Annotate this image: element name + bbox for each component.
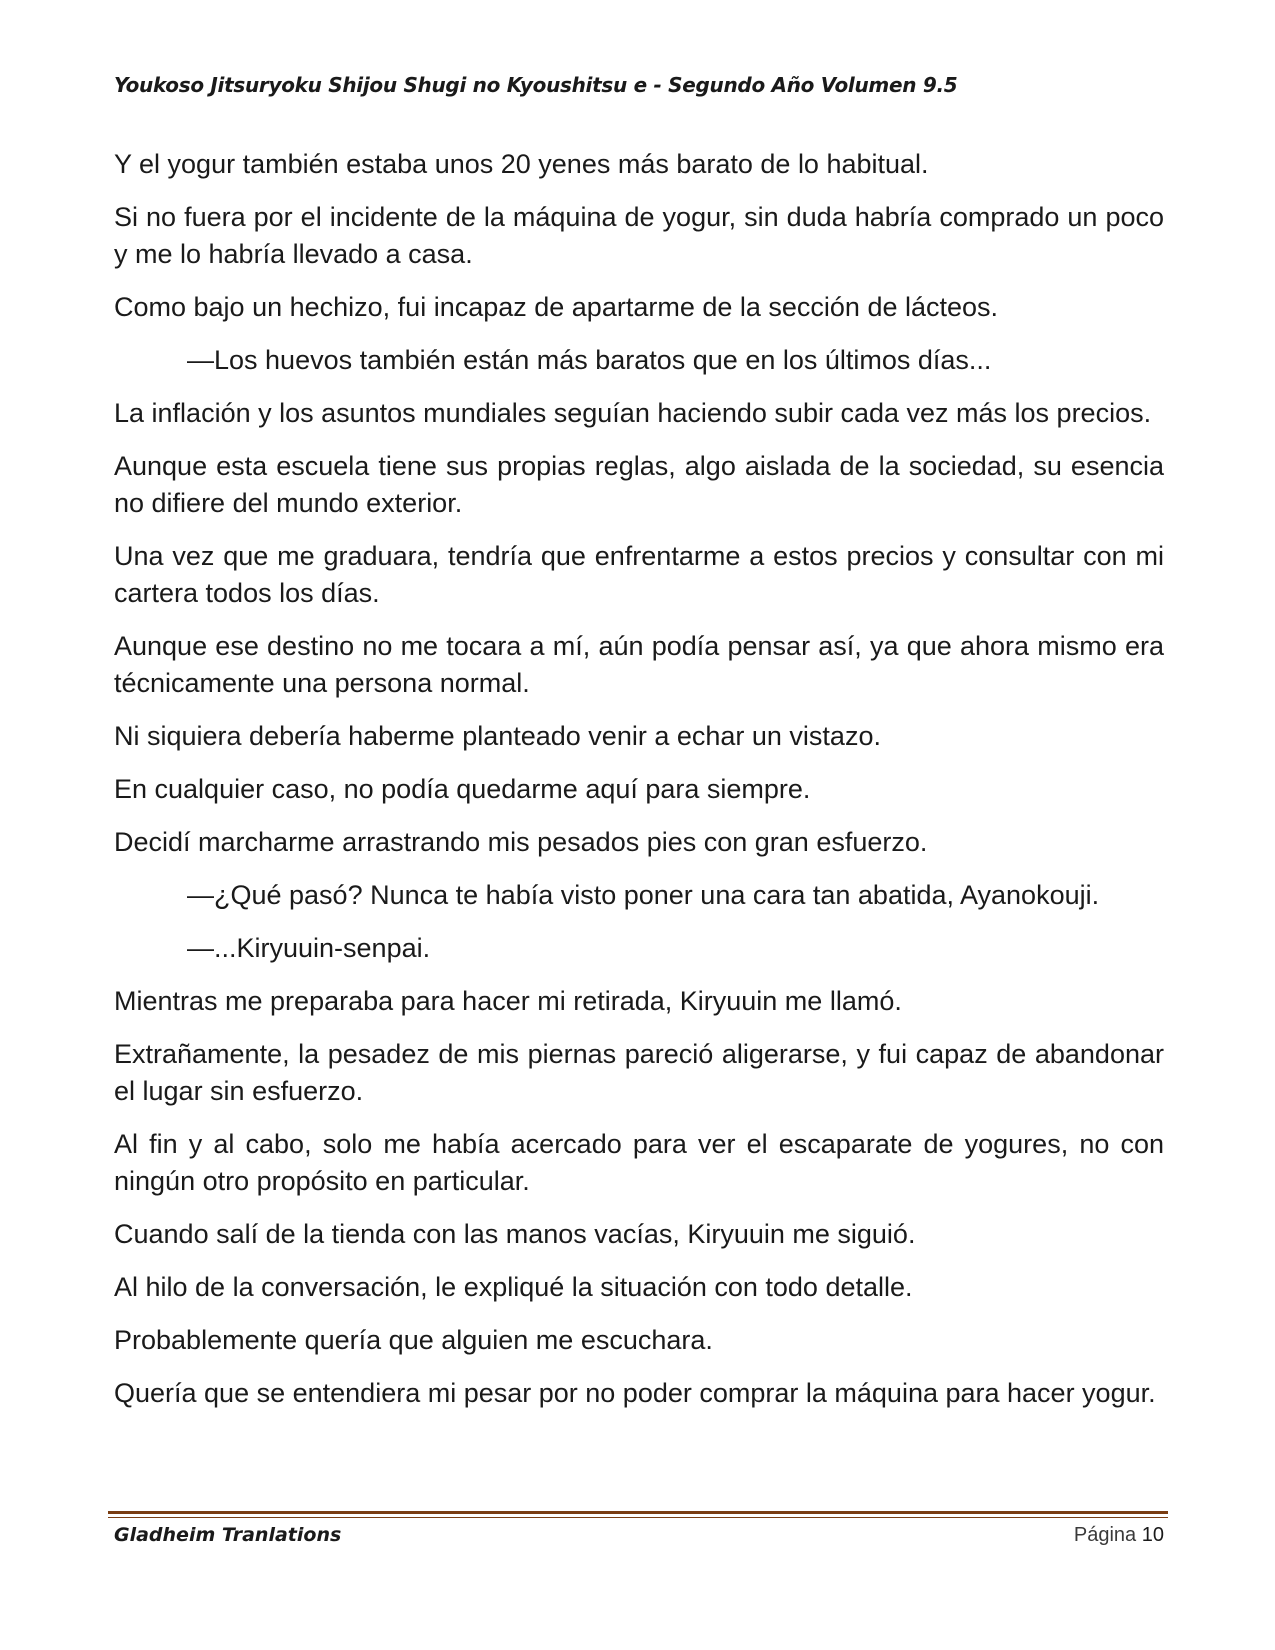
footer-divider bbox=[108, 1511, 1168, 1514]
paragraph: Al fin y al cabo, solo me había acercado para ver el escaparate de yogures, no con ningún otro propósito en particular. bbox=[114, 1129, 1164, 1196]
running-header: Youkoso Jitsuryoku Shijou Shugi no Kyoushitsu e - Segundo Año Volumen 9.5 bbox=[114, 73, 958, 97]
paragraph: Mientras me preparaba para hacer mi retirada, Kiryuuin me llamó. bbox=[114, 986, 902, 1016]
paragraph: Cuando salí de la tienda con las manos vacías, Kiryuuin me siguió. bbox=[114, 1219, 916, 1249]
footer-divider-thin bbox=[108, 1517, 1168, 1518]
paragraph: La inflación y los asuntos mundiales seguían haciendo subir cada vez más los precios. bbox=[114, 398, 1152, 428]
page-number-label bbox=[1074, 1524, 1164, 1547]
paragraph: En cualquier caso, no podía quedarme aquí para siempre. bbox=[114, 774, 811, 804]
dialog-line: —...Kiryuuin-senpai. bbox=[187, 933, 431, 963]
translation-group-credit: Gladheim Tranlations bbox=[114, 1524, 342, 1546]
paragraph: Si no fuera por el incidente de la máquina de yogur, sin duda habría comprado un poco y me lo habría llevado a casa. bbox=[114, 202, 1164, 269]
paragraph: Aunque ese destino no me tocara a mí, aún podía pensar así, ya que ahora mismo era técnicamente una persona normal. bbox=[114, 631, 1164, 698]
chapter-body bbox=[114, 146, 1164, 1428]
paragraph: Extrañamente, la pesadez de mis piernas pareció aligerarse, y fui capaz de abandonar el lugar sin esfuerzo. bbox=[114, 1039, 1164, 1106]
paragraph: Una vez que me graduara, tendría que enfrentarme a estos precios y consultar con mi cartera todos los días. bbox=[114, 541, 1164, 608]
paragraph: Aunque esta escuela tiene sus propias reglas, algo aislada de la sociedad, su esencia no difiere del mundo exterior. bbox=[114, 451, 1164, 518]
paragraph: Probablemente quería que alguien me escuchara. bbox=[114, 1325, 713, 1355]
paragraph: Ni siquiera debería haberme planteado venir a echar un vistazo. bbox=[114, 721, 881, 751]
paragraph: Quería que se entendiera mi pesar por no poder comprar la máquina para hacer yogur. bbox=[114, 1378, 1156, 1408]
paragraph: Decidí marcharme arrastrando mis pesados pies con gran esfuerzo. bbox=[114, 827, 928, 857]
paragraph: Y el yogur también estaba unos 20 yenes más barato de lo habitual. bbox=[114, 149, 929, 179]
dialog-line: —¿Qué pasó? Nunca te había visto poner una cara tan abatida, Ayanokouji. bbox=[187, 880, 1100, 910]
paragraph: Al hilo de la conversación, le expliqué la situación con todo detalle. bbox=[114, 1272, 913, 1302]
page-label: Página bbox=[1073, 1524, 1137, 1546]
paragraph: Como bajo un hechizo, fui incapaz de apartarme de la sección de lácteos. bbox=[114, 292, 999, 322]
dialog-line: —Los huevos también están más baratos que en los últimos días... bbox=[187, 345, 992, 375]
page-number: 10 bbox=[1141, 1524, 1164, 1546]
